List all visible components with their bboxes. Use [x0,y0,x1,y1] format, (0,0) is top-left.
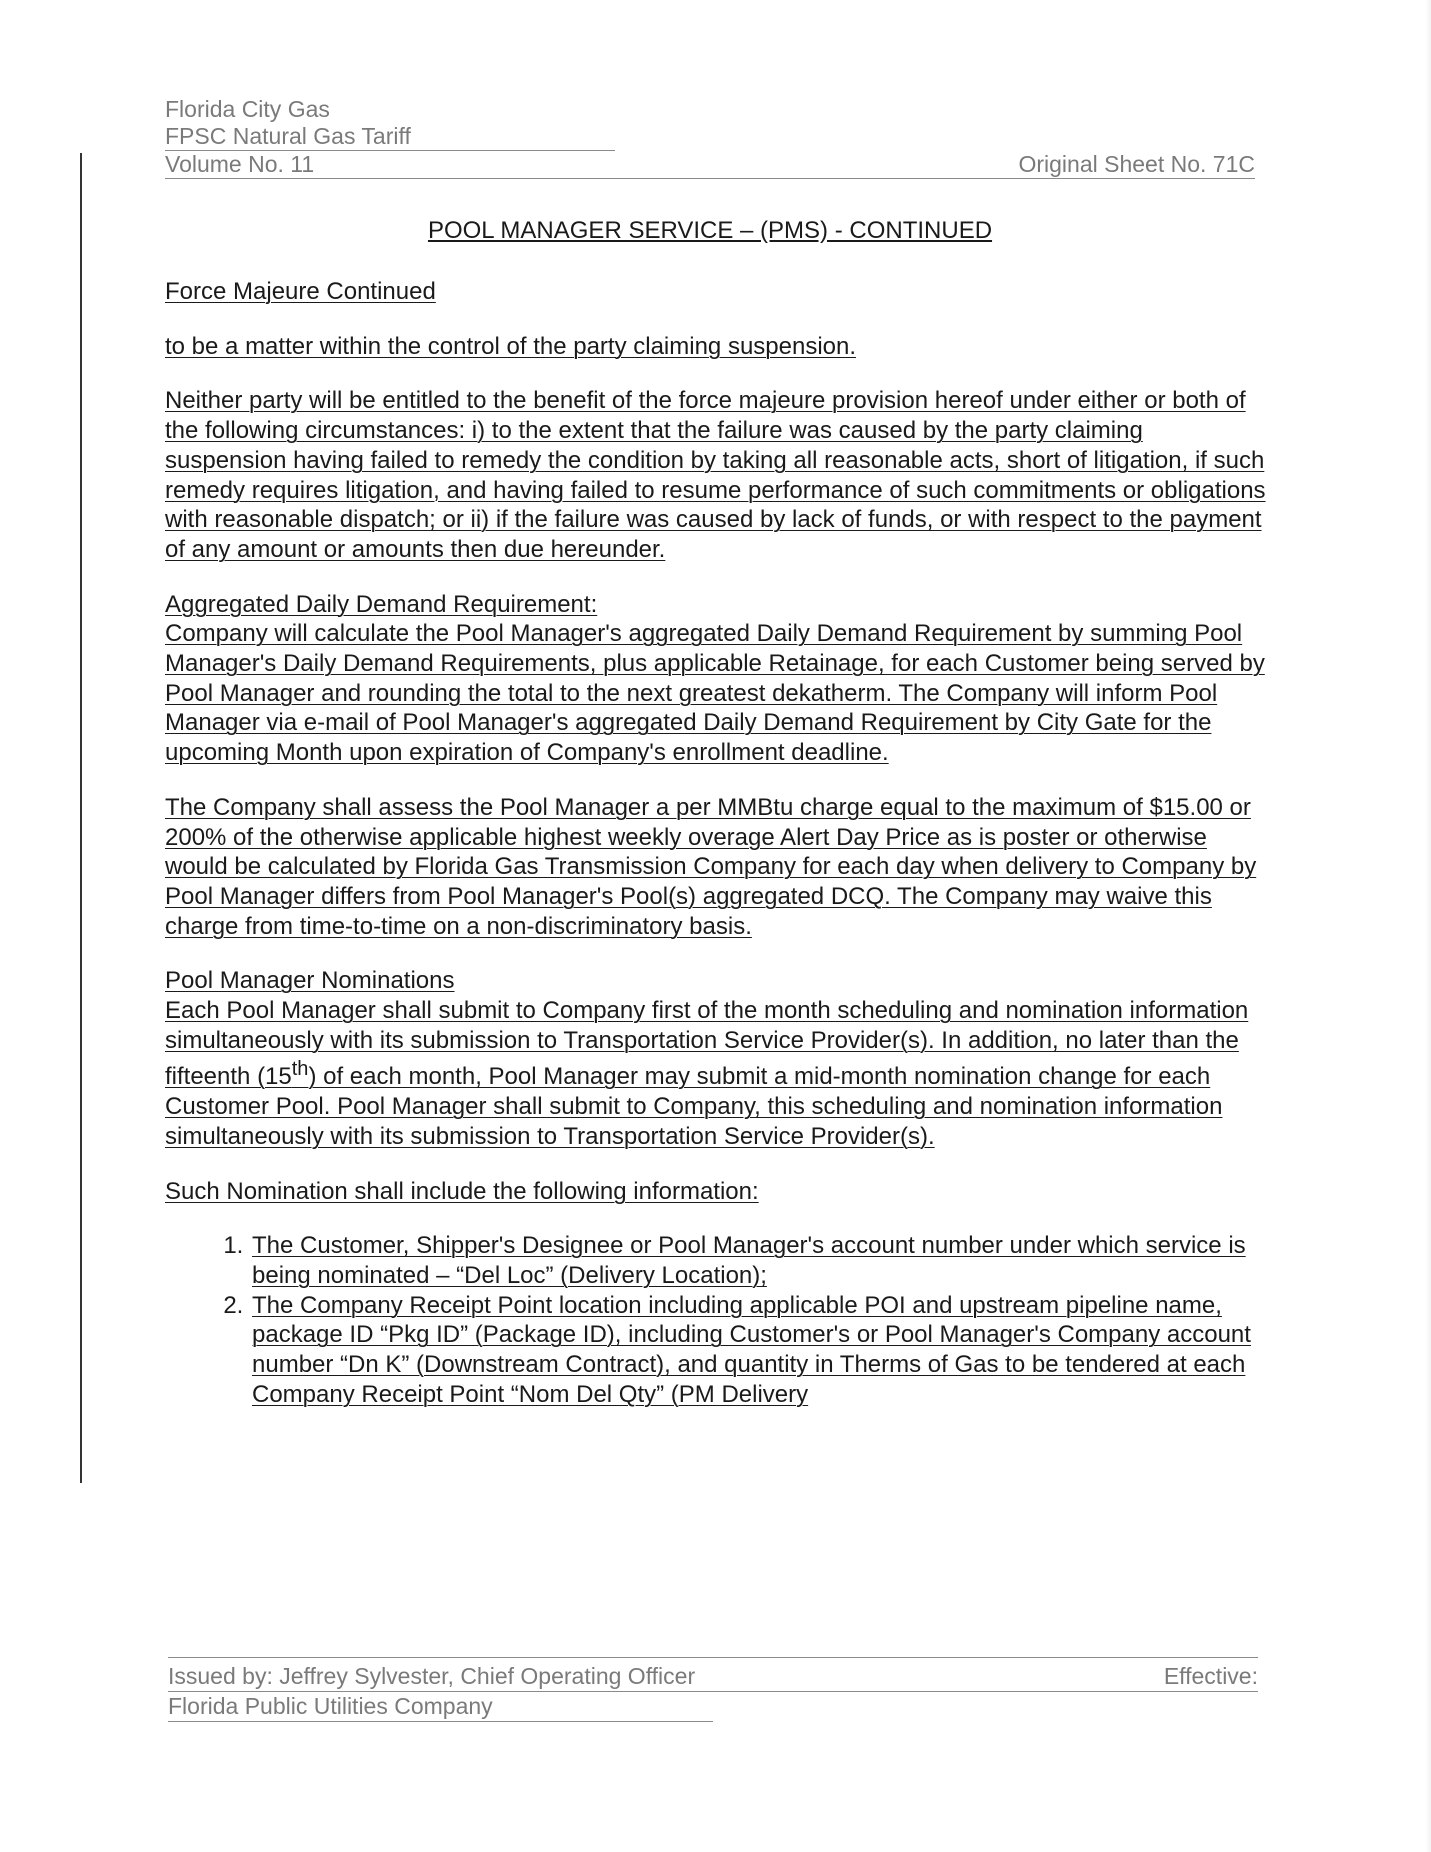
page-title: POOL MANAGER SERVICE – (PMS) - CONTINUED [427,217,993,244]
header-volume: Volume No. 11 [165,151,315,177]
nominations-body-part-b: ) of each month, Pool Manager may submit a mid-month nomination change for each Customer Pool. Pool Manager shall submit to Company, this scheduling and nomination information simultaneously with its submission to Transportation Service Provider(s). [165,1063,1223,1150]
nominations-body-part-a: Each Pool Manager shall submit to Company first of the month scheduling and nomination information simultaneously with its submission to Transportation Service Provider(s). In addition, no later than the fifteenth (15 [165,997,1249,1091]
nominations-body-superscript: th [291,1058,309,1081]
footer-issued-by: Issued by: Jeffrey Sylvester, Chief Operating Officer [168,1663,696,1689]
revision-bar [80,153,82,1483]
header-line-company [165,96,1255,123]
sheet-body [165,277,1270,1410]
sheet-header [165,96,1255,179]
header-line-tariff [165,123,615,151]
nomination-list [165,1231,1270,1409]
footer-line-company [168,1692,713,1722]
nomination-intro: Such Nomination shall include the following information: [165,1177,759,1205]
header-sheet-number: Original Sheet No. 71C [1018,151,1255,177]
footer-line-issued [168,1662,1258,1692]
footer-company: Florida Public Utilities Company [168,1693,493,1719]
header-line-volume [165,151,1255,179]
sheet-footer [168,1657,1258,1722]
nominations-heading: Pool Manager Nominations [165,967,455,995]
list-item: 2. The Company Receipt Point location including applicable POI and upstream pipeline name, package ID “Pkg ID” (Package ID), including Customer's or Pool Manager's Company account number “Dn K” (Downstream Contract), and quantity in Therms of Gas to be tendered at each Company Receipt Point “Nom Del Qty” (PM Delivery [250,1291,1270,1410]
section-heading: Force Majeure Continued [165,278,436,305]
adr-body: Company will calculate the Pool Manager's aggregated Daily Demand Requirement by summing Pool Manager's Daily Demand Requirements, plus applicable Retainage, for each Customer being served by Pool Manager and rounding the total to the next greatest dekatherm. The Company will inform Pool Manager via e-mail of Pool Manager's aggregated Daily Demand Requirement by City Gate for the upcoming Month upon expiration of Company's enrollment deadline. [165,620,1265,767]
header-tariff: FPSC Natural Gas Tariff [165,123,411,149]
paragraph-charge: The Company shall assess the Pool Manager a per MMBtu charge equal to the maximum of $15.00 or 200% of the otherwise applicable highest weekly overage Alert Day Price as is poster or otherwise would be calculated by Florida Gas Transmission Company for each day when delivery to Company by Pool Manager differs from Pool Manager's Pool(s) aggregated DCQ. The Company may waive this charge from time-to-time on a non-discriminatory basis. [165,793,1257,940]
paragraph-continuation: to be a matter within the control of the party claiming suspension. [165,332,857,360]
scan-edge [1425,0,1431,1852]
footer-effective: Effective: [1163,1663,1258,1689]
header-company: Florida City Gas [165,96,330,122]
nominations-body [165,996,1270,1152]
list-item: 1. The Customer, Shipper's Designee or Pool Manager's account number under which service is being nominated – “Del Loc” (Delivery Location); [250,1231,1270,1290]
paragraph-force-majeure: Neither party will be entitled to the benefit of the force majeure provision hereof under either or both of the following circumstances: i) to the extent that the failure was caused by the party claiming suspension having failed to remedy the condition by taking all reasonable acts, short of litigation, if such remedy requires litigation, and having failed to resume performance of such commitments or obligations with reasonable dispatch; or ii) if the failure was caused by lack of funds, or with respect to the payment of any amount or amounts then due hereunder. [165,387,1266,563]
adr-heading: Aggregated Daily Demand Requirement: [165,590,598,618]
